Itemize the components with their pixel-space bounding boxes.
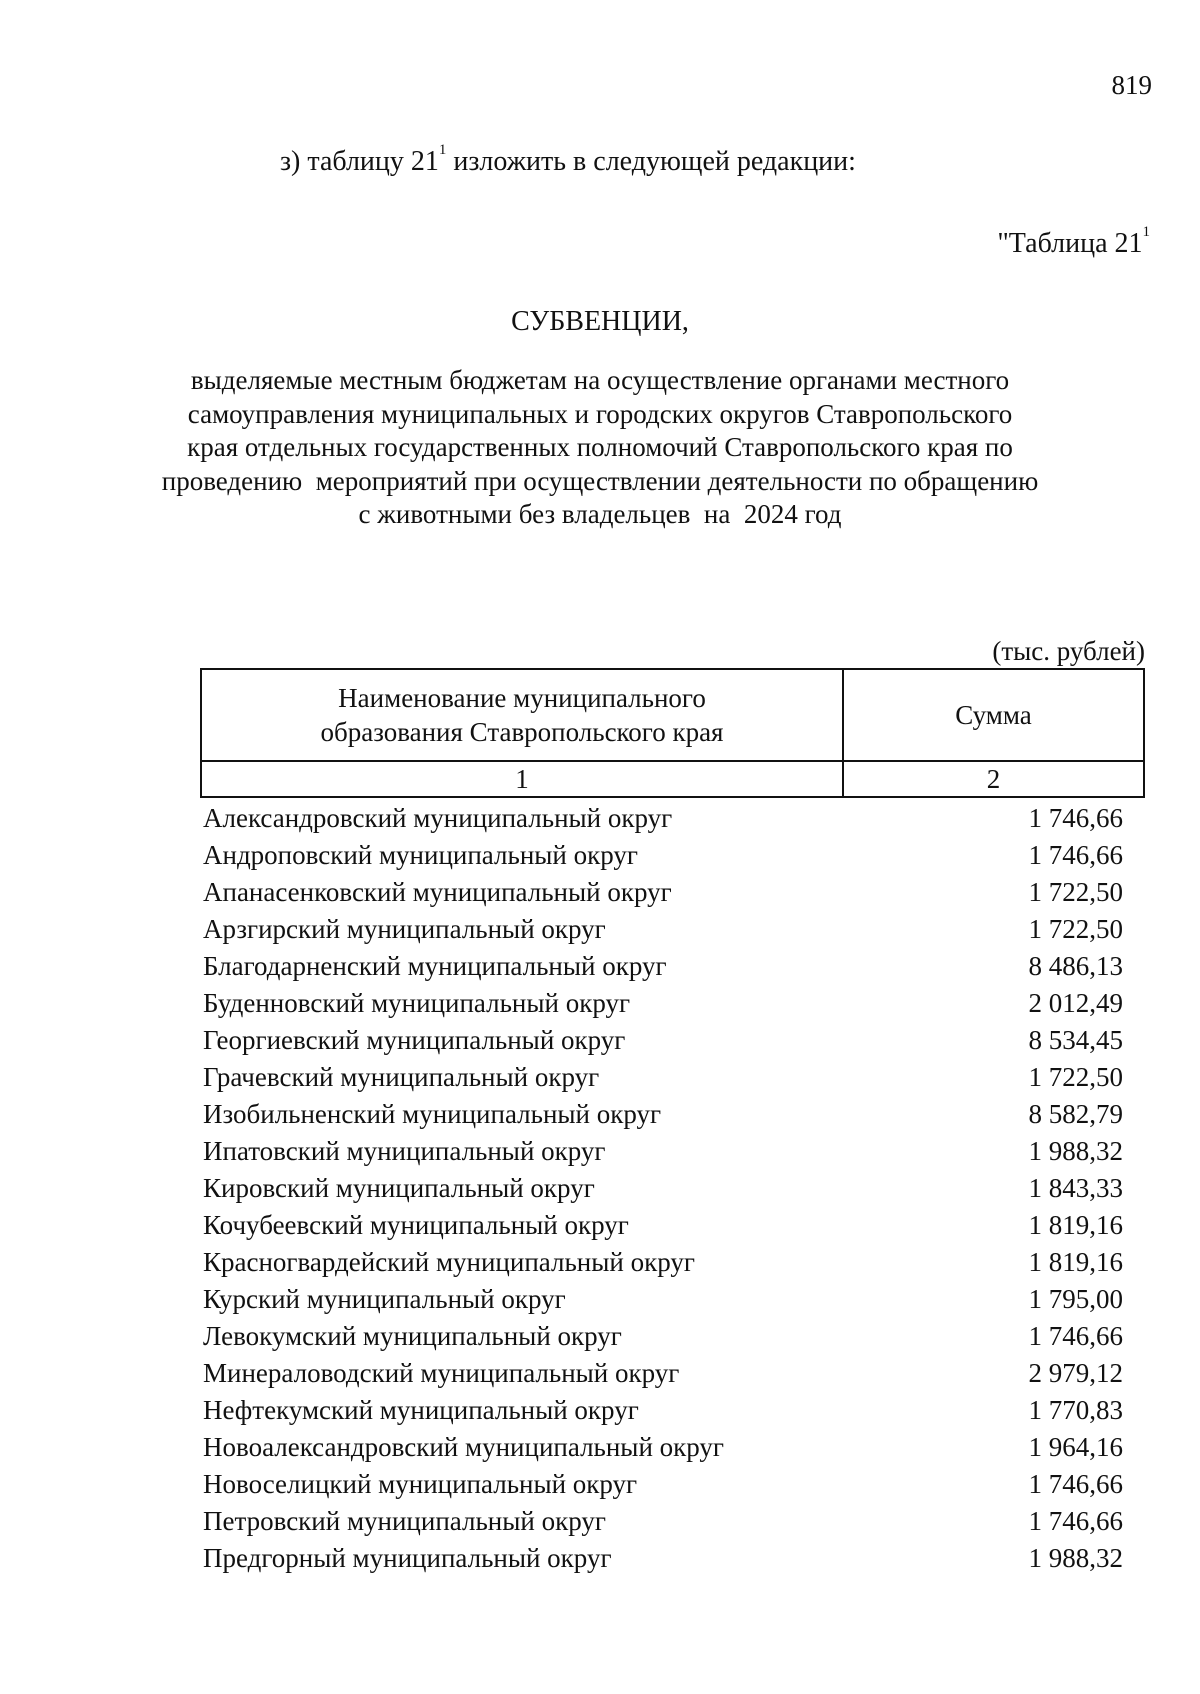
instruction-text xyxy=(280,142,856,178)
row-name: Петровский муниципальный округ xyxy=(203,1506,606,1536)
header-name-cell xyxy=(201,669,843,761)
table-row xyxy=(203,837,1123,874)
row-sum: 1 988,32 xyxy=(1028,1136,1123,1166)
subtitle-line: выделяемые местным бюджетам на осуществление органами местного xyxy=(190,365,1010,395)
row-sum: 1 770,83 xyxy=(1028,1395,1123,1425)
instruction-superscript: 1 xyxy=(438,142,447,158)
row-sum: 1 722,50 xyxy=(1028,1062,1123,1092)
table-row xyxy=(203,1503,1123,1540)
table-header xyxy=(200,668,1145,798)
table-caption-text: "Таблица 21 xyxy=(997,228,1143,259)
row-name: Минераловодский муниципальный округ xyxy=(203,1358,680,1388)
row-name: Курский муниципальный округ xyxy=(203,1284,566,1314)
row-sum: 1 722,50 xyxy=(1028,914,1123,944)
table-row xyxy=(203,948,1123,985)
row-name: Благодарненский муниципальный округ xyxy=(203,951,667,981)
row-name: Ипатовский муниципальный округ xyxy=(203,1136,606,1166)
row-sum: 2 979,12 xyxy=(1028,1358,1123,1388)
row-sum: 2 012,49 xyxy=(1028,988,1123,1018)
row-name: Новоселицкий муниципальный округ xyxy=(203,1469,638,1499)
row-name: Предгорный муниципальный округ xyxy=(203,1543,612,1573)
table-row xyxy=(203,911,1123,948)
table-row xyxy=(203,1096,1123,1133)
table-body xyxy=(203,800,1123,1577)
document-subtitle xyxy=(0,364,1200,532)
instruction-prefix: з) таблицу 21 xyxy=(280,146,439,177)
row-sum: 1 843,33 xyxy=(1028,1173,1123,1203)
instruction-suffix: изложить в следующей редакции: xyxy=(446,146,856,177)
column-number-1: 1 xyxy=(201,761,843,797)
subtitle-line: края отдельных государственных полномочий Ставропольского края по xyxy=(187,432,1013,462)
column-number-2: 2 xyxy=(843,761,1144,797)
row-sum: 8 486,13 xyxy=(1028,951,1123,981)
row-name: Красногвардейский муниципальный округ xyxy=(203,1247,695,1277)
table-row xyxy=(203,874,1123,911)
row-sum: 1 746,66 xyxy=(1028,1506,1123,1536)
row-name: Андроповский муниципальный округ xyxy=(203,840,638,870)
document-title: СУБВЕНЦИИ, xyxy=(511,306,689,337)
row-name: Буденновский муниципальный округ xyxy=(203,988,631,1018)
table-row xyxy=(203,1244,1123,1281)
row-sum: 1 819,16 xyxy=(1028,1247,1123,1277)
table-row xyxy=(203,1466,1123,1503)
row-sum: 1 746,66 xyxy=(1028,1469,1123,1499)
subtitle-line: проведению мероприятий при осуществлении деятельности по обращению xyxy=(161,465,1039,496)
row-name: Изобильненский муниципальный округ xyxy=(203,1099,662,1129)
table-caption xyxy=(997,224,1150,260)
subtitle-line: самоуправления муниципальных и городских округов Ставропольского xyxy=(187,398,1013,429)
row-name: Нефтекумский муниципальный округ xyxy=(203,1395,639,1425)
row-sum: 1 746,66 xyxy=(1028,803,1123,833)
header-name-line: Наименование муниципального xyxy=(338,683,706,713)
table-row xyxy=(203,1022,1123,1059)
page-number: 819 xyxy=(1111,70,1152,100)
row-sum: 1 819,16 xyxy=(1028,1210,1123,1240)
row-name: Александровский муниципальный округ xyxy=(203,803,673,833)
table-row xyxy=(203,1170,1123,1207)
row-sum: 1 988,32 xyxy=(1028,1543,1123,1573)
table-row xyxy=(203,985,1123,1022)
table-row xyxy=(203,1429,1123,1466)
table-row xyxy=(203,1318,1123,1355)
row-sum: 1 746,66 xyxy=(1028,840,1123,870)
row-name: Георгиевский муниципальный округ xyxy=(203,1025,626,1055)
table-row xyxy=(203,1355,1123,1392)
header-sum-cell: Сумма xyxy=(843,669,1144,761)
row-sum: 8 582,79 xyxy=(1028,1099,1123,1129)
row-name: Левокумский муниципальный округ xyxy=(203,1321,622,1351)
row-sum: 1 722,50 xyxy=(1028,877,1123,907)
row-name: Грачевский муниципальный округ xyxy=(203,1062,600,1092)
table-row xyxy=(203,1540,1123,1577)
table-row xyxy=(203,1059,1123,1096)
row-sum: 1 964,16 xyxy=(1028,1432,1123,1462)
table-row xyxy=(203,1133,1123,1170)
table-row xyxy=(203,1207,1123,1244)
header-name-line: образования Ставропольского края xyxy=(320,717,724,747)
row-sum: 1 746,66 xyxy=(1028,1321,1123,1351)
row-name: Новоалександровский муниципальный округ xyxy=(203,1432,724,1462)
row-name: Кировский муниципальный округ xyxy=(203,1173,595,1203)
row-name: Арзгирский муниципальный округ xyxy=(203,914,606,944)
table-caption-superscript: 1 xyxy=(1142,224,1150,240)
units-label: (тыс. рублей) xyxy=(992,636,1145,666)
row-name: Кочубеевский муниципальный округ xyxy=(203,1210,629,1240)
row-name: Апанасенковский муниципальный округ xyxy=(203,877,672,907)
table-row xyxy=(203,800,1123,837)
row-sum: 8 534,45 xyxy=(1028,1025,1123,1055)
subtitle-line: с животными без владельцев на 2024 год xyxy=(358,499,842,529)
table-row xyxy=(203,1392,1123,1429)
table-row xyxy=(203,1281,1123,1318)
row-sum: 1 795,00 xyxy=(1028,1284,1123,1314)
